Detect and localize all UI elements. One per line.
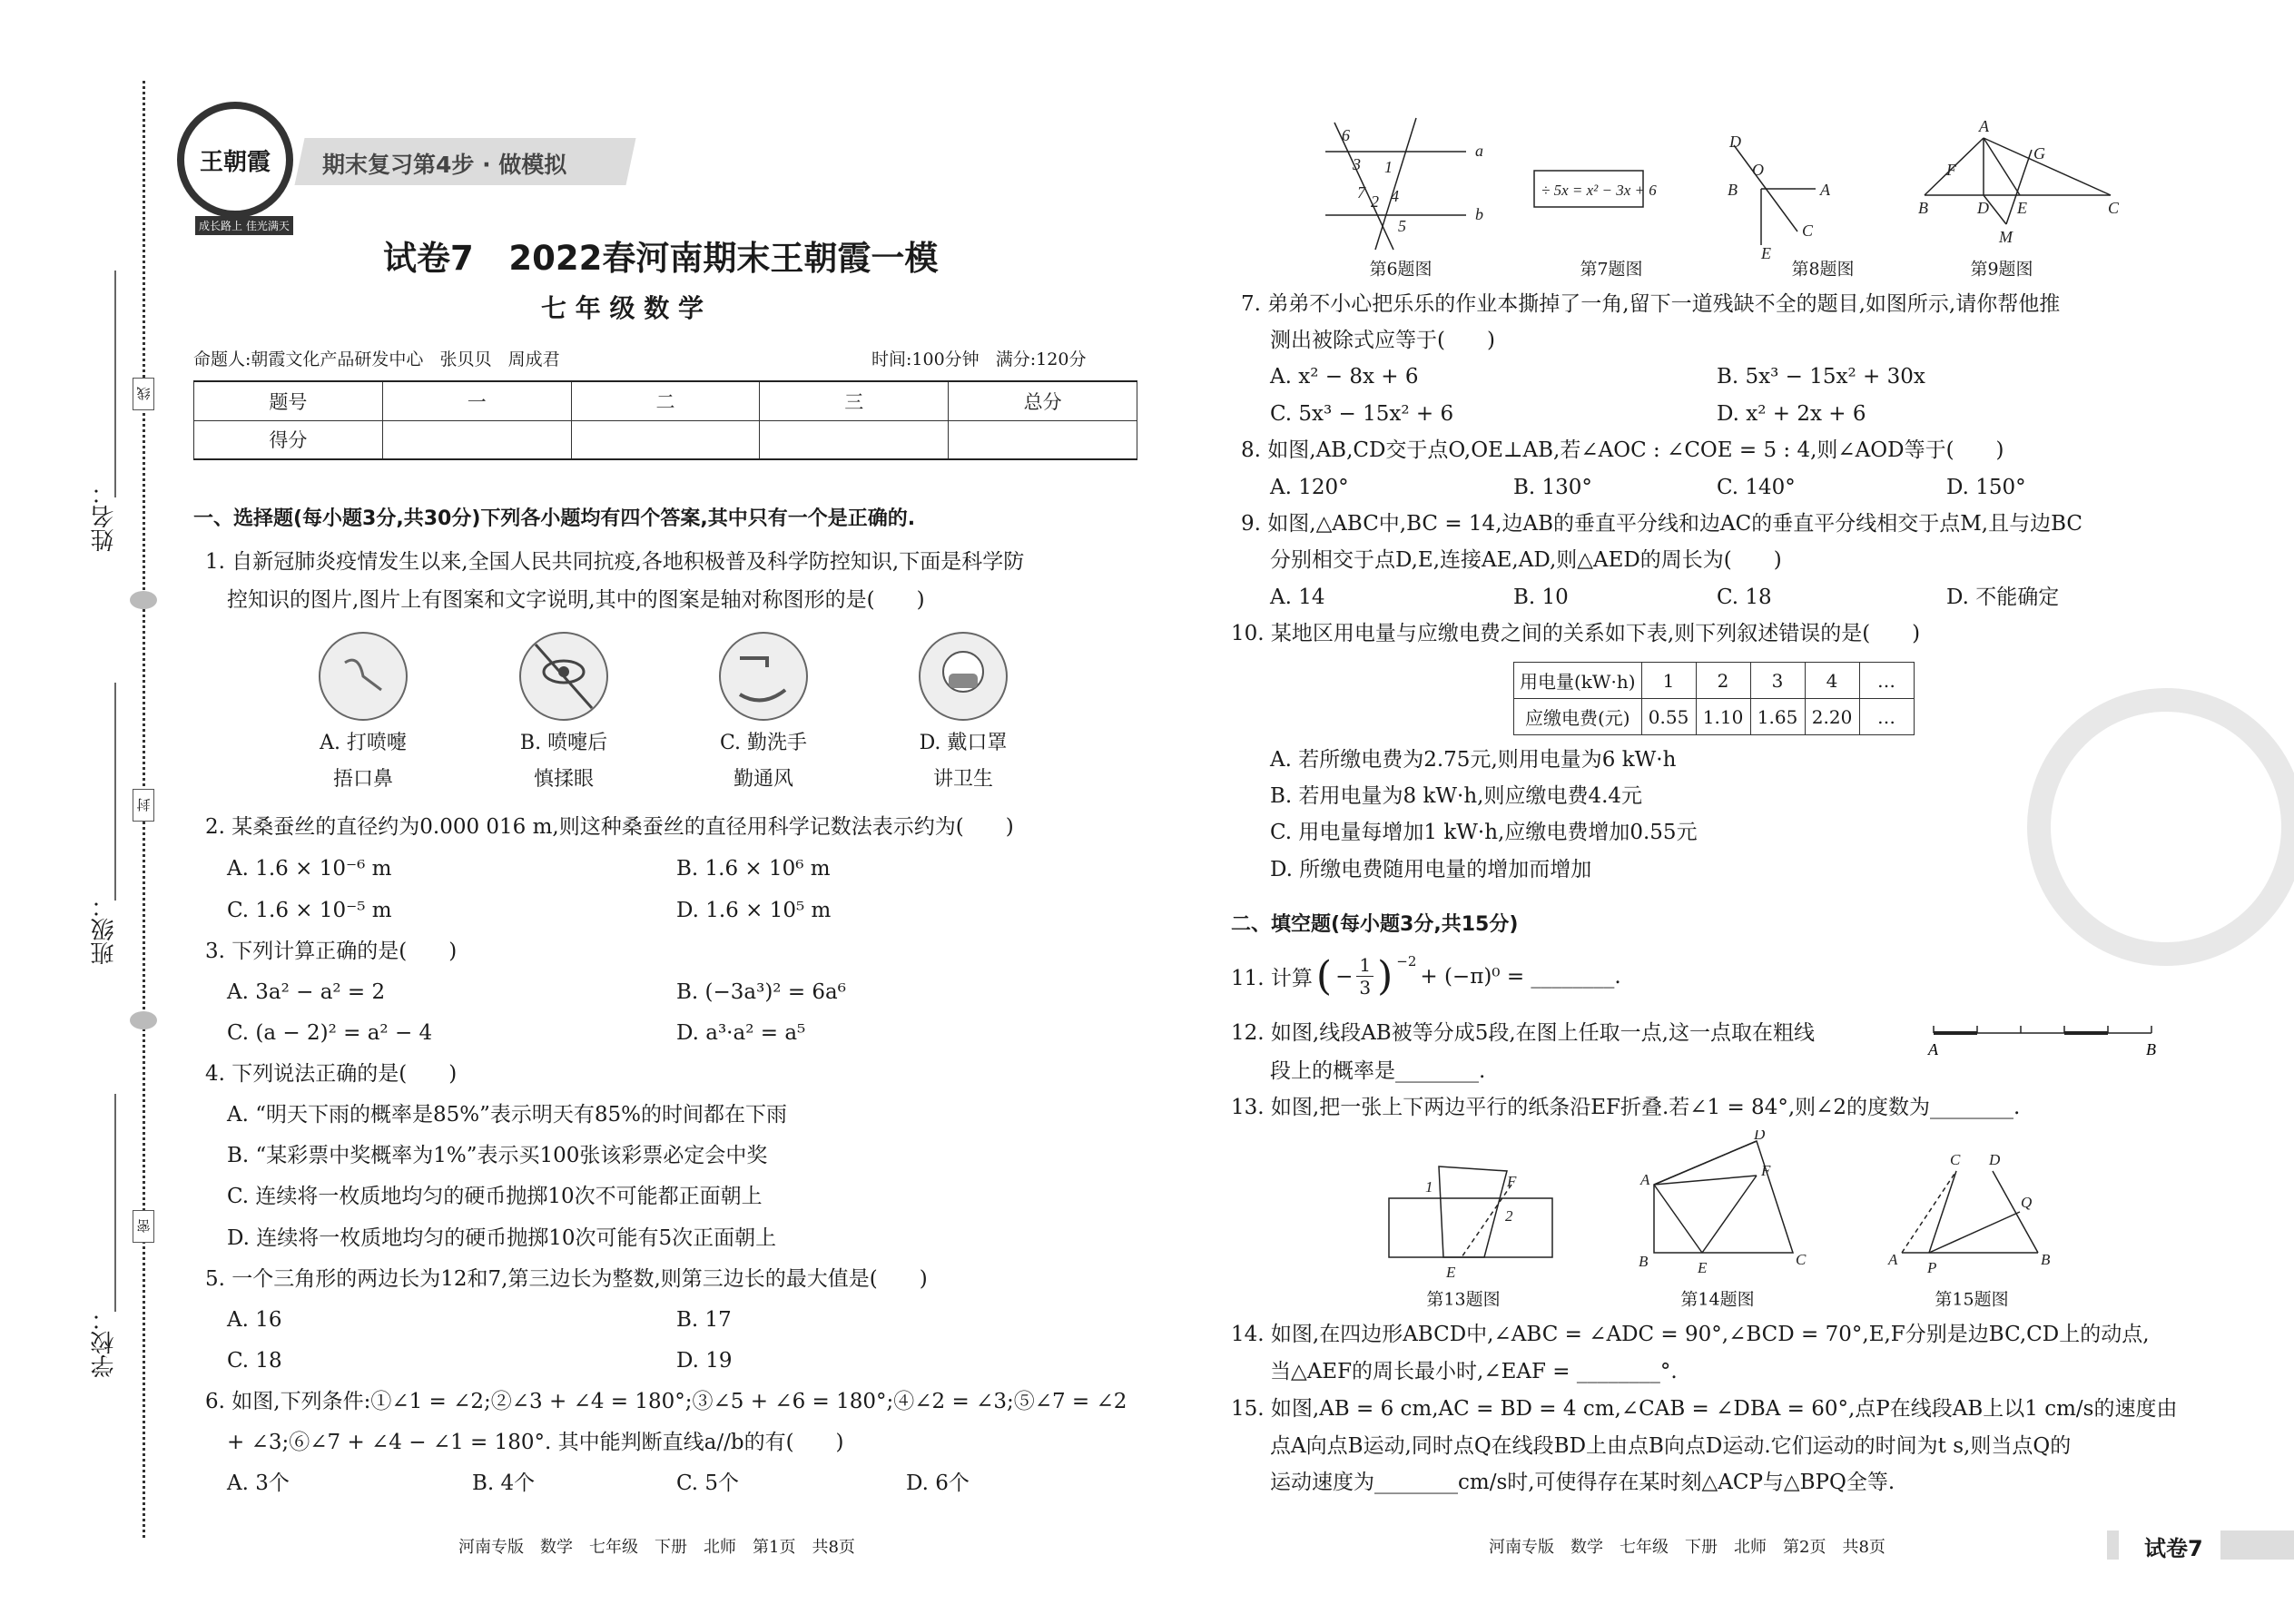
q6-line1: 6. 如图,下列条件:①∠1 = ∠2;②∠3 + ∠4 = 180°;③∠5 + ∠6 = 180°;④∠2 = ∠3;⑤∠7 = ∠2 — [205, 1390, 1127, 1413]
paren: ) — [1377, 953, 1393, 999]
q11-minus: − — [1335, 964, 1354, 989]
svg-text:C: C — [1802, 221, 1814, 240]
caption-line: 讲卫生 — [932, 768, 993, 791]
svg-text:D: D — [1754, 1130, 1766, 1143]
footer-left: 河南专版 数学 七年级 下册 北师 第1页 共8页 — [458, 1538, 855, 1557]
svg-text:2: 2 — [1505, 1207, 1513, 1225]
label-b: B — [2146, 1040, 2156, 1058]
seal-box-feng: 封 — [133, 789, 154, 822]
q3-stem: 3. 下列计算正确的是( ) — [205, 940, 458, 963]
section2-heading: 二、填空题(每小题3分,共15分) — [1231, 913, 1519, 936]
q9-option-c[interactable]: C. 18 — [1717, 586, 1772, 609]
sneeze-image-icon — [320, 633, 407, 720]
q3-option-b[interactable]: B. (−3a³)² = 6a⁶ — [676, 980, 846, 1004]
q4-option-a[interactable]: A. “明天下雨的概率是85%”表示明天有85%的时间都在下雨 — [227, 1103, 787, 1127]
fig14-quadrilateral — [1654, 1141, 1793, 1253]
svg-text:O: O — [1752, 161, 1764, 179]
svg-text:6: 6 — [1342, 126, 1350, 144]
authors: 命题人:朝霞文化产品研发中心 张贝贝 周成君 — [193, 349, 560, 369]
svg-text:A: A — [1888, 1251, 1898, 1268]
section1-heading: 一、选择题(每小题3分,共30分)下列各小题均有四个答案,其中只有一个是正确的. — [193, 507, 916, 530]
logo-motto: 成长路上 佳光满天 — [195, 216, 293, 235]
q9-option-a[interactable]: A. 14 — [1270, 586, 1325, 609]
q8-option-c[interactable]: C. 140° — [1717, 476, 1796, 499]
score-cell[interactable] — [571, 420, 760, 459]
class-label: 班级： — [91, 894, 118, 965]
q11-rest: + (−π)⁰ = ________. — [1420, 964, 1621, 989]
table-cell: 3 — [1750, 663, 1805, 699]
logo-text: 王朝霞 — [199, 148, 271, 176]
svg-text:2: 2 — [1371, 192, 1379, 211]
table-cell: … — [1859, 663, 1914, 699]
name-line — [114, 271, 116, 497]
q6-option-a[interactable]: A. 3个 — [227, 1471, 290, 1495]
svg-text:a: a — [1475, 142, 1483, 160]
school-label: 学校： — [91, 1307, 118, 1378]
score-row-label: 得分 — [194, 420, 383, 459]
q5-option-b[interactable]: B. 17 — [676, 1308, 732, 1332]
q10-option-a[interactable]: A. 若所缴电费为2.75元,则用电量为6 kW·h — [1270, 748, 1677, 772]
electricity-table — [1513, 662, 1915, 735]
score-header: 三 — [760, 381, 949, 420]
q4-stem: 4. 下列说法正确的是( ) — [205, 1062, 458, 1086]
fraction — [1356, 954, 1373, 999]
caption-line: D. 戴口罩 — [919, 732, 1008, 754]
swirl-icon — [130, 591, 157, 609]
caption-line: 勤通风 — [733, 768, 794, 791]
q1-line1: 1. 自新冠肺炎疫情发生以来,全国人民共同抗疫,各地积极普及科学防控知识,下面是科学防 — [205, 550, 1025, 574]
svg-text:A: A — [1979, 117, 1989, 135]
fig13-folded-strip — [1389, 1166, 1552, 1257]
svg-text:b: b — [1475, 205, 1483, 223]
q9-option-b[interactable]: B. 10 — [1513, 586, 1569, 609]
table-cell: 1.65 — [1750, 699, 1805, 735]
name-label: 姓名： — [91, 481, 118, 552]
q13-stem: 13. 如图,把一张上下两边平行的纸条沿EF折叠.若∠1 = 84°,则∠2的度数为________. — [1231, 1096, 2021, 1119]
q5-option-d[interactable]: D. 19 — [676, 1349, 733, 1373]
svg-text:E: E — [1446, 1264, 1456, 1281]
svg-text:B: B — [1918, 199, 1928, 217]
page-title: 试卷7 2022春河南期末王朝霞一模 — [383, 239, 939, 278]
q5-option-a[interactable]: A. 16 — [227, 1308, 282, 1332]
q11-exponent: −2 — [1396, 953, 1417, 969]
svg-text:A: A — [1640, 1171, 1650, 1188]
q15-line2: 点A向点B运动,同时点Q在线段BD上由点B向点D运动.它们运动的时间为t s,则当点Q的 — [1270, 1434, 2072, 1458]
svg-text:D: D — [1977, 199, 1989, 217]
q1-line2: 控知识的图片,图片上有图案和文字说明,其中的图案是轴对称图形的是( ) — [227, 588, 925, 612]
q14-line1: 14. 如图,在四边形ABCD中,∠ABC = ∠ADC = 90°,∠BCD = 70°,E,F分别是边BC,CD上的动点, — [1231, 1323, 2150, 1346]
svg-text:1: 1 — [1425, 1178, 1433, 1196]
score-header: 题号 — [194, 381, 383, 420]
q8-option-d[interactable]: D. 150° — [1946, 476, 2026, 499]
q5-option-c[interactable]: C. 18 — [227, 1349, 282, 1373]
svg-text:F: F — [1761, 1162, 1771, 1179]
figures-q13-q15 — [1375, 1130, 2102, 1289]
svg-text:Q: Q — [2021, 1194, 2033, 1211]
q1-option-c[interactable] — [720, 725, 807, 798]
seal-box-xian: 线 — [133, 378, 154, 410]
svg-text:C: C — [2108, 199, 2120, 217]
class-line — [114, 683, 116, 901]
q8-option-b[interactable]: B. 130° — [1513, 476, 1592, 499]
q1-option-a[interactable] — [320, 725, 407, 798]
q9-line1: 9. 如图,△ABC中,BC = 14,边AB的垂直平分线和边AC的垂直平分线相交于点M,且与边BC — [1241, 512, 2083, 536]
fig13-caption: 第13题图 — [1426, 1289, 1501, 1310]
q3-option-a[interactable]: A. 3a² − a² = 2 — [227, 980, 386, 1004]
table-cell: 2 — [1696, 663, 1750, 699]
q2-option-c[interactable]: C. 1.6 × 10⁻⁵ m — [227, 899, 392, 922]
svg-text:B: B — [1728, 181, 1738, 199]
q1-option-d[interactable] — [920, 725, 1008, 798]
svg-text:D: D — [1729, 133, 1741, 151]
table-cell: 4 — [1805, 663, 1859, 699]
caption-line: A. 打喷嚏 — [320, 732, 407, 754]
time-score: 时间:100分钟 满分:120分 — [871, 349, 1087, 369]
svg-text:E: E — [1698, 1259, 1708, 1276]
svg-text:B: B — [2041, 1251, 2051, 1268]
logo — [177, 102, 293, 218]
q12-line2: 段上的概率是________. — [1270, 1059, 1486, 1083]
score-table — [193, 380, 1137, 460]
fig9-caption: 第9题图 — [1970, 259, 2033, 280]
table-cell: 1.10 — [1696, 699, 1750, 735]
handwash-image-icon — [720, 633, 807, 720]
table-cell: 1 — [1641, 663, 1696, 699]
q4-option-c[interactable]: C. 连续将一枚质地均匀的硬币抛掷10次不可能都正面朝上 — [227, 1185, 763, 1208]
q8-option-a[interactable]: A. 120° — [1270, 476, 1349, 499]
svg-text:P: P — [1927, 1259, 1937, 1276]
score-cell[interactable] — [949, 420, 1137, 459]
fig8-caption: 第8题图 — [1791, 259, 1855, 280]
score-cell[interactable] — [760, 420, 949, 459]
caption-line: 捂口鼻 — [332, 768, 393, 791]
swirl-icon — [130, 1011, 157, 1029]
svg-text:1: 1 — [1384, 158, 1393, 176]
fig6-caption: 第6题图 — [1369, 259, 1433, 280]
q9-line2: 分别相交于点D,E,连接AE,AD,则△AED的周长为( ) — [1270, 548, 1782, 572]
q9-option-d[interactable]: D. 不能确定 — [1946, 586, 2060, 609]
q7-option-d[interactable]: D. x² + 2x + 6 — [1717, 402, 1866, 426]
q15-line3: 运动速度为________cm/s时,可使得存在某时刻△ACP与△BPQ全等. — [1270, 1471, 1895, 1494]
fig14-caption: 第14题图 — [1680, 1289, 1755, 1310]
seal-box-mi: 密 — [133, 1210, 154, 1243]
q10-stem: 10. 某地区用电量与应缴电费之间的关系如下表,则下列叙述错误的是( ) — [1231, 622, 1921, 645]
fig15-caption: 第15题图 — [1935, 1289, 2009, 1310]
q11 — [1231, 953, 1621, 999]
q15-line1: 15. 如图,AB = 6 cm,AC = BD = 4 cm,∠CAB = ∠DBA = 60°,点P在线段AB上以1 cm/s的速度由 — [1231, 1397, 2178, 1421]
svg-text:A: A — [1820, 181, 1830, 199]
q5-stem: 5. 一个三角形的两边长为12和7,第三边长为整数,则第三边长的最大值是( ) — [205, 1267, 928, 1291]
svg-text:5: 5 — [1398, 217, 1406, 235]
school-line — [114, 1094, 116, 1312]
footer-right: 河南专版 数学 七年级 下册 北师 第2页 共8页 — [1489, 1538, 1885, 1557]
subtitle: 七 年 级 数 学 — [541, 293, 704, 323]
q10-option-b[interactable]: B. 若用电量为8 kW·h,则应缴电费4.4元 — [1270, 784, 1643, 808]
score-header: 一 — [382, 381, 571, 420]
mask-image-icon — [920, 633, 1007, 720]
svg-text:F: F — [1507, 1173, 1517, 1190]
q12-line1: 12. 如图,线段AB被等分成5段,在图上任取一点,这一点取在粗线 — [1231, 1021, 1815, 1045]
q7-option-a[interactable]: A. x² − 8x + 6 — [1270, 365, 1419, 389]
fig7-text: ÷ 5x = x² − 3x + 6 — [1541, 182, 1657, 199]
badge-text: 试卷7 — [2144, 1536, 2203, 1561]
paren: ( — [1315, 953, 1333, 999]
q4-option-d[interactable]: D. 连续将一枚质地均匀的硬币抛掷10次可能有5次正面朝上 — [227, 1226, 777, 1250]
caption-line: B. 喷嚏后 — [519, 732, 608, 754]
q1-images — [309, 626, 1026, 726]
q1-option-b[interactable] — [520, 725, 607, 798]
q7-option-b[interactable]: B. 5x³ − 15x² + 30x — [1717, 365, 1925, 389]
svg-text:F: F — [1946, 161, 1956, 179]
q6-line2: + ∠3;⑥∠7 + ∠4 − ∠1 = 180°. 其中能判断直线a//b的有( ) — [227, 1431, 844, 1454]
q6-option-d[interactable]: D. 6个 — [906, 1471, 970, 1495]
svg-text:7: 7 — [1357, 183, 1365, 202]
q7-line2: 测出被除式应等于( ) — [1270, 329, 1495, 352]
svg-text:C: C — [1796, 1251, 1807, 1268]
q6-option-b[interactable]: B. 4个 — [472, 1471, 536, 1495]
svg-text:3: 3 — [1353, 155, 1361, 173]
svg-text:D: D — [1989, 1151, 2001, 1168]
q7-line1: 7. 弟弟不小心把乐乐的作业本撕掉了一角,留下一道残缺不全的题目,如图所示,请你帮他推 — [1241, 292, 2061, 316]
q12-segment-figure — [1925, 1017, 2161, 1062]
label-a: A — [1928, 1040, 1938, 1058]
fig7-caption: 第7题图 — [1580, 259, 1643, 280]
figures-q6-q9 — [1307, 113, 2124, 259]
q6-option-c[interactable]: C. 5个 — [676, 1471, 740, 1495]
score-header: 二 — [571, 381, 760, 420]
numerator: 1 — [1356, 954, 1373, 977]
svg-text:B: B — [1639, 1253, 1649, 1270]
q8-stem: 8. 如图,AB,CD交于点O,OE⊥AB,若∠AOC : ∠COE = 5 : 4,则∠AOD等于( ) — [1241, 438, 2004, 462]
table-cell: 2.20 — [1805, 699, 1859, 735]
watermark-seal — [2027, 688, 2294, 966]
fig15-figure — [1902, 1171, 2038, 1253]
q2-option-a[interactable]: A. 1.6 × 10⁻⁶ m — [227, 857, 392, 881]
q2-option-d[interactable]: D. 1.6 × 10⁵ m — [676, 899, 832, 922]
eye-image-icon — [520, 633, 607, 720]
q10-option-d[interactable]: D. 所缴电费随用电量的增加而增加 — [1270, 858, 1592, 881]
svg-text:4: 4 — [1391, 187, 1399, 205]
banner-text: 期末复习第4步 · 做模拟 — [322, 152, 567, 178]
denominator: 3 — [1359, 977, 1372, 999]
score-cell[interactable] — [382, 420, 571, 459]
svg-text:G: G — [2033, 144, 2045, 162]
caption-line: 慎揉眼 — [533, 768, 594, 791]
q4-option-b[interactable]: B. “某彩票中奖概率为1%”表示买100张该彩票必定会中奖 — [227, 1144, 768, 1167]
q3-option-c[interactable]: C. (a − 2)² = a² − 4 — [227, 1021, 433, 1045]
table-cell: 用电量(kW·h) — [1514, 663, 1642, 699]
table-cell: 0.55 — [1641, 699, 1696, 735]
table-cell: … — [1859, 699, 1914, 735]
svg-text:E: E — [2017, 199, 2027, 217]
caption-line: C. 勤洗手 — [719, 732, 808, 754]
table-cell: 应缴电费(元) — [1514, 699, 1642, 735]
svg-text:C: C — [1950, 1151, 1961, 1168]
q14-line2: 当△AEF的周长最小时,∠EAF = ________°. — [1270, 1360, 1678, 1383]
q2-stem: 2. 某桑蚕丝的直径约为0.000 016 m,则这种桑蚕丝的直径用科学记数法表示约为( ) — [205, 815, 1014, 839]
q7-option-c[interactable]: C. 5x³ − 15x² + 6 — [1270, 402, 1454, 426]
q10-option-c[interactable]: C. 用电量每增加1 kW·h,应缴电费增加0.55元 — [1270, 821, 1698, 844]
score-header: 总分 — [949, 381, 1137, 420]
q2-option-b[interactable]: B. 1.6 × 10⁶ m — [676, 857, 831, 881]
q3-option-d[interactable]: D. a³·a² = a⁵ — [676, 1021, 806, 1045]
svg-text:M: M — [1999, 228, 2013, 246]
svg-text:E: E — [1761, 244, 1771, 259]
q11-prefix: 11. 计算 — [1231, 967, 1313, 990]
